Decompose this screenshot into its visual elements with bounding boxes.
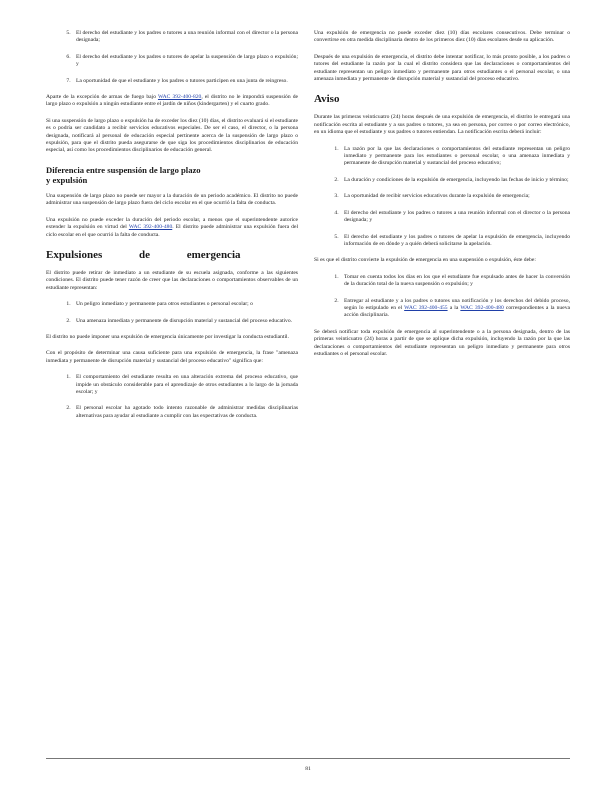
conversion-list [314,274,570,320]
wac-link[interactable]: WAC 392-400-480 [128,224,173,231]
paragraph-conversion: Si es que el distrito convierte la expulsión de emergencia en una suspensión o expulsión, éste debe: [314,257,536,264]
wac-link[interactable]: WAC 392-400-480 [460,304,504,311]
paragraph-written-notice: Durante las primeras veinticuatro (24) horas después de una expulsión de emergencia, el distrito le entregará una notificación escrita al estudiante y a sus padres o tutores, ya sea en persona, por correo o por correo electrónico, en un idioma que el estudiante y sus padres o tutores entiendan. La notificación escrita deberá incluir: [314,114,570,136]
paragraph-superintendent-notice: Se deberá notificar toda expulsión de emergencia al superintendente o a la persona designada, dentro de las primeras veinticuatro (24) horas a partir de que se aplique dicha expulsión, incluyendo la razón por la que las declaraciones o comportamientos del estudiante representan un peligro inmediato y permanente para otros estudiantes o el personal escolar. [314,328,570,357]
heading-emergency-expulsions: Expulsiones de emergencia [46,248,241,261]
list-item: 1. Un peligro inmediato y permanente para otros estudiantes o personal escolar; o [72,301,298,308]
paragraph-definition: Con el propósito de determinar una causa suficiente para una expulsión de emergencia, la frase "amenaza inmediata y permanente de disrupción material y sustancial del proceso educativo" significa que: [46,350,298,364]
list-item: 1. El comportamiento del estudiante resulta en una alteración extrema del proceso educativo, que impide un obstáculo considerable para el aprendizaje de otros estudiantes a lo largo de la jornada escolar; y [72,374,298,396]
page-number: 81 [305,766,311,772]
paragraph-special-education: Si una suspensión de largo plazo o expulsión ha de exceder los diez (10) días, el distrito evaluará si el estudiante es o podría ser candidato a recibir servicios educativos especiales. De ser el caso, el director, o la persona designada, notificará al personal de educación especial pertinente acerca de la suspensión de largo plazo o expulsión, para que el distrito pueda asegurarse de que siga los procedimientos disciplinarios de educación especial, así como los procedimientos disciplinarios de educación general. [46,117,298,154]
list-item: 1. Tomar en cuenta todos los días en los que el estudiante fue expulsado antes de hacer la conversión de la duración total de la nueva suspensión o expulsión; y [340,274,570,289]
list-item: 5. El derecho del estudiante y los padres o tutores a una reunión informal con el director o la persona designada; [72,30,298,45]
definition-list [46,374,298,420]
list-item: 4. El derecho del estudiante y los padres o tutores a una reunión informal con el director o la persona designada; y [340,210,570,225]
paragraph-firearms-exception: Aparte de la excepción de armas de fuego bajo WAC 392-400-820, el distrito no le impondrá suspensión de largo plazo o expulsión a ningún estudiante entre el jardín de niños (kindergarten) y el cuarto grado. [46,94,298,108]
wac-link[interactable]: WAC 392-400-820 [157,94,202,101]
list-item: 1. La razón por la que las declaraciones o comportamientos del estudiante representan un peligro inmediato y permanente para los estudiantes o personal escolar, o una amenaza inmediata y permanente de disrupción material y sustancial del proceso educativo; [340,146,570,168]
paragraph-expulsion-duration: Una expulsión no puede exceder la duración del periodo escolar, a menos que el superintendente autorice extender la expulsión en virtud del WAC 392-400-480. El distrito puede administrar una expulsión fuera del ciclo escolar en el que ocurrió la falta de conducta. [46,216,298,238]
wac-link[interactable]: WAC 392-400-455 [404,304,448,311]
rights-list [46,30,298,85]
list-item: 2. Entregar al estudiante y a los padres o tutores una notificación y los derechos del debido proceso, según lo estipulado en el WAC 392-400-455 a la WAC 392-400-480 correspondientes a la nueva acción disciplinaria. [340,298,570,320]
list-item: 2. Una amenaza inmediata y permanente de disrupción material y sustancial del proceso educativo. [72,318,298,325]
paragraph-max-duration: Una expulsión de emergencia no puede exceder diez (10) días escolares consecutivos. Debe terminar o convertirse en otra medida disciplinaria dentro de los primeros diez (10) días escolares desde su aplicación. [314,30,570,44]
list-item: 6. El derecho del estudiante y los padres o tutores de apelar la suspensión de largo plazo o expulsión; y [72,54,298,69]
list-item: 2. El personal escolar ha agotado todo intento razonable de administrar medidas disciplinarias alternativas para ayudar al estudiante a cumplir con las expectativas de conducta. [72,405,298,420]
list-item: 3. La oportunidad de recibir servicios educativos durante la expulsión de emergencia; [340,193,570,200]
danger-list [46,301,298,325]
heading-notice: Aviso [314,93,340,106]
list-item: 2. La duración y condiciones de la expulsión de emergencia, incluyendo las fechas de inicio y término; [340,177,570,184]
list-item: 7. La oportunidad de que el estudiante y los padres o tutores participen en una junta de reingreso. [72,78,298,85]
paragraph-long-term-suspension: Una suspensión de largo plazo no puede ser mayor a la duración de un periodo académico. El distrito no puede administrar una suspensión de largo plazo fuera del ciclo escolar en el que ocurrió la falta de conducta. [46,192,298,207]
footer-divider [46,758,570,759]
paragraph-no-investigation: El distrito no puede imponer una expulsión de emergencia únicamente por investigar la conducta estudiantil. [46,333,289,340]
paragraph-emergency-conditions: El distrito puede retirar de inmediato a un estudiante de su escuela asignada, conforme a las siguientes condiciones. El distrito puede tener razón de creer que las declaraciones o comportamientos observables de un estudiante representan: [46,269,298,291]
right-column [314,30,570,367]
paragraph-parent-notification: Después de una expulsión de emergencia, el distrito debe intentar notificar, lo más pronto posible, a los padres o tutores del estudiante la razón por la cual el distrito considera que las declaraciones o comportamientos del estudiante representan un peligro inmediato y permanente para otros estudiantes o el personal escolar, o una amenaza inmediata y permanente de disrupción material y sustancial del proceso educativo. [314,53,570,83]
list-item: 5. El derecho del estudiante y los padres o tutores de apelar la expulsión de emergencia, incluyendo información de en dónde y a quién deberá solicitarse la apelación. [340,234,570,249]
notice-contents-list [314,146,570,249]
heading-difference: Diferencia entre suspensión de largo plazo y expulsión [46,164,201,185]
left-column [46,30,298,429]
